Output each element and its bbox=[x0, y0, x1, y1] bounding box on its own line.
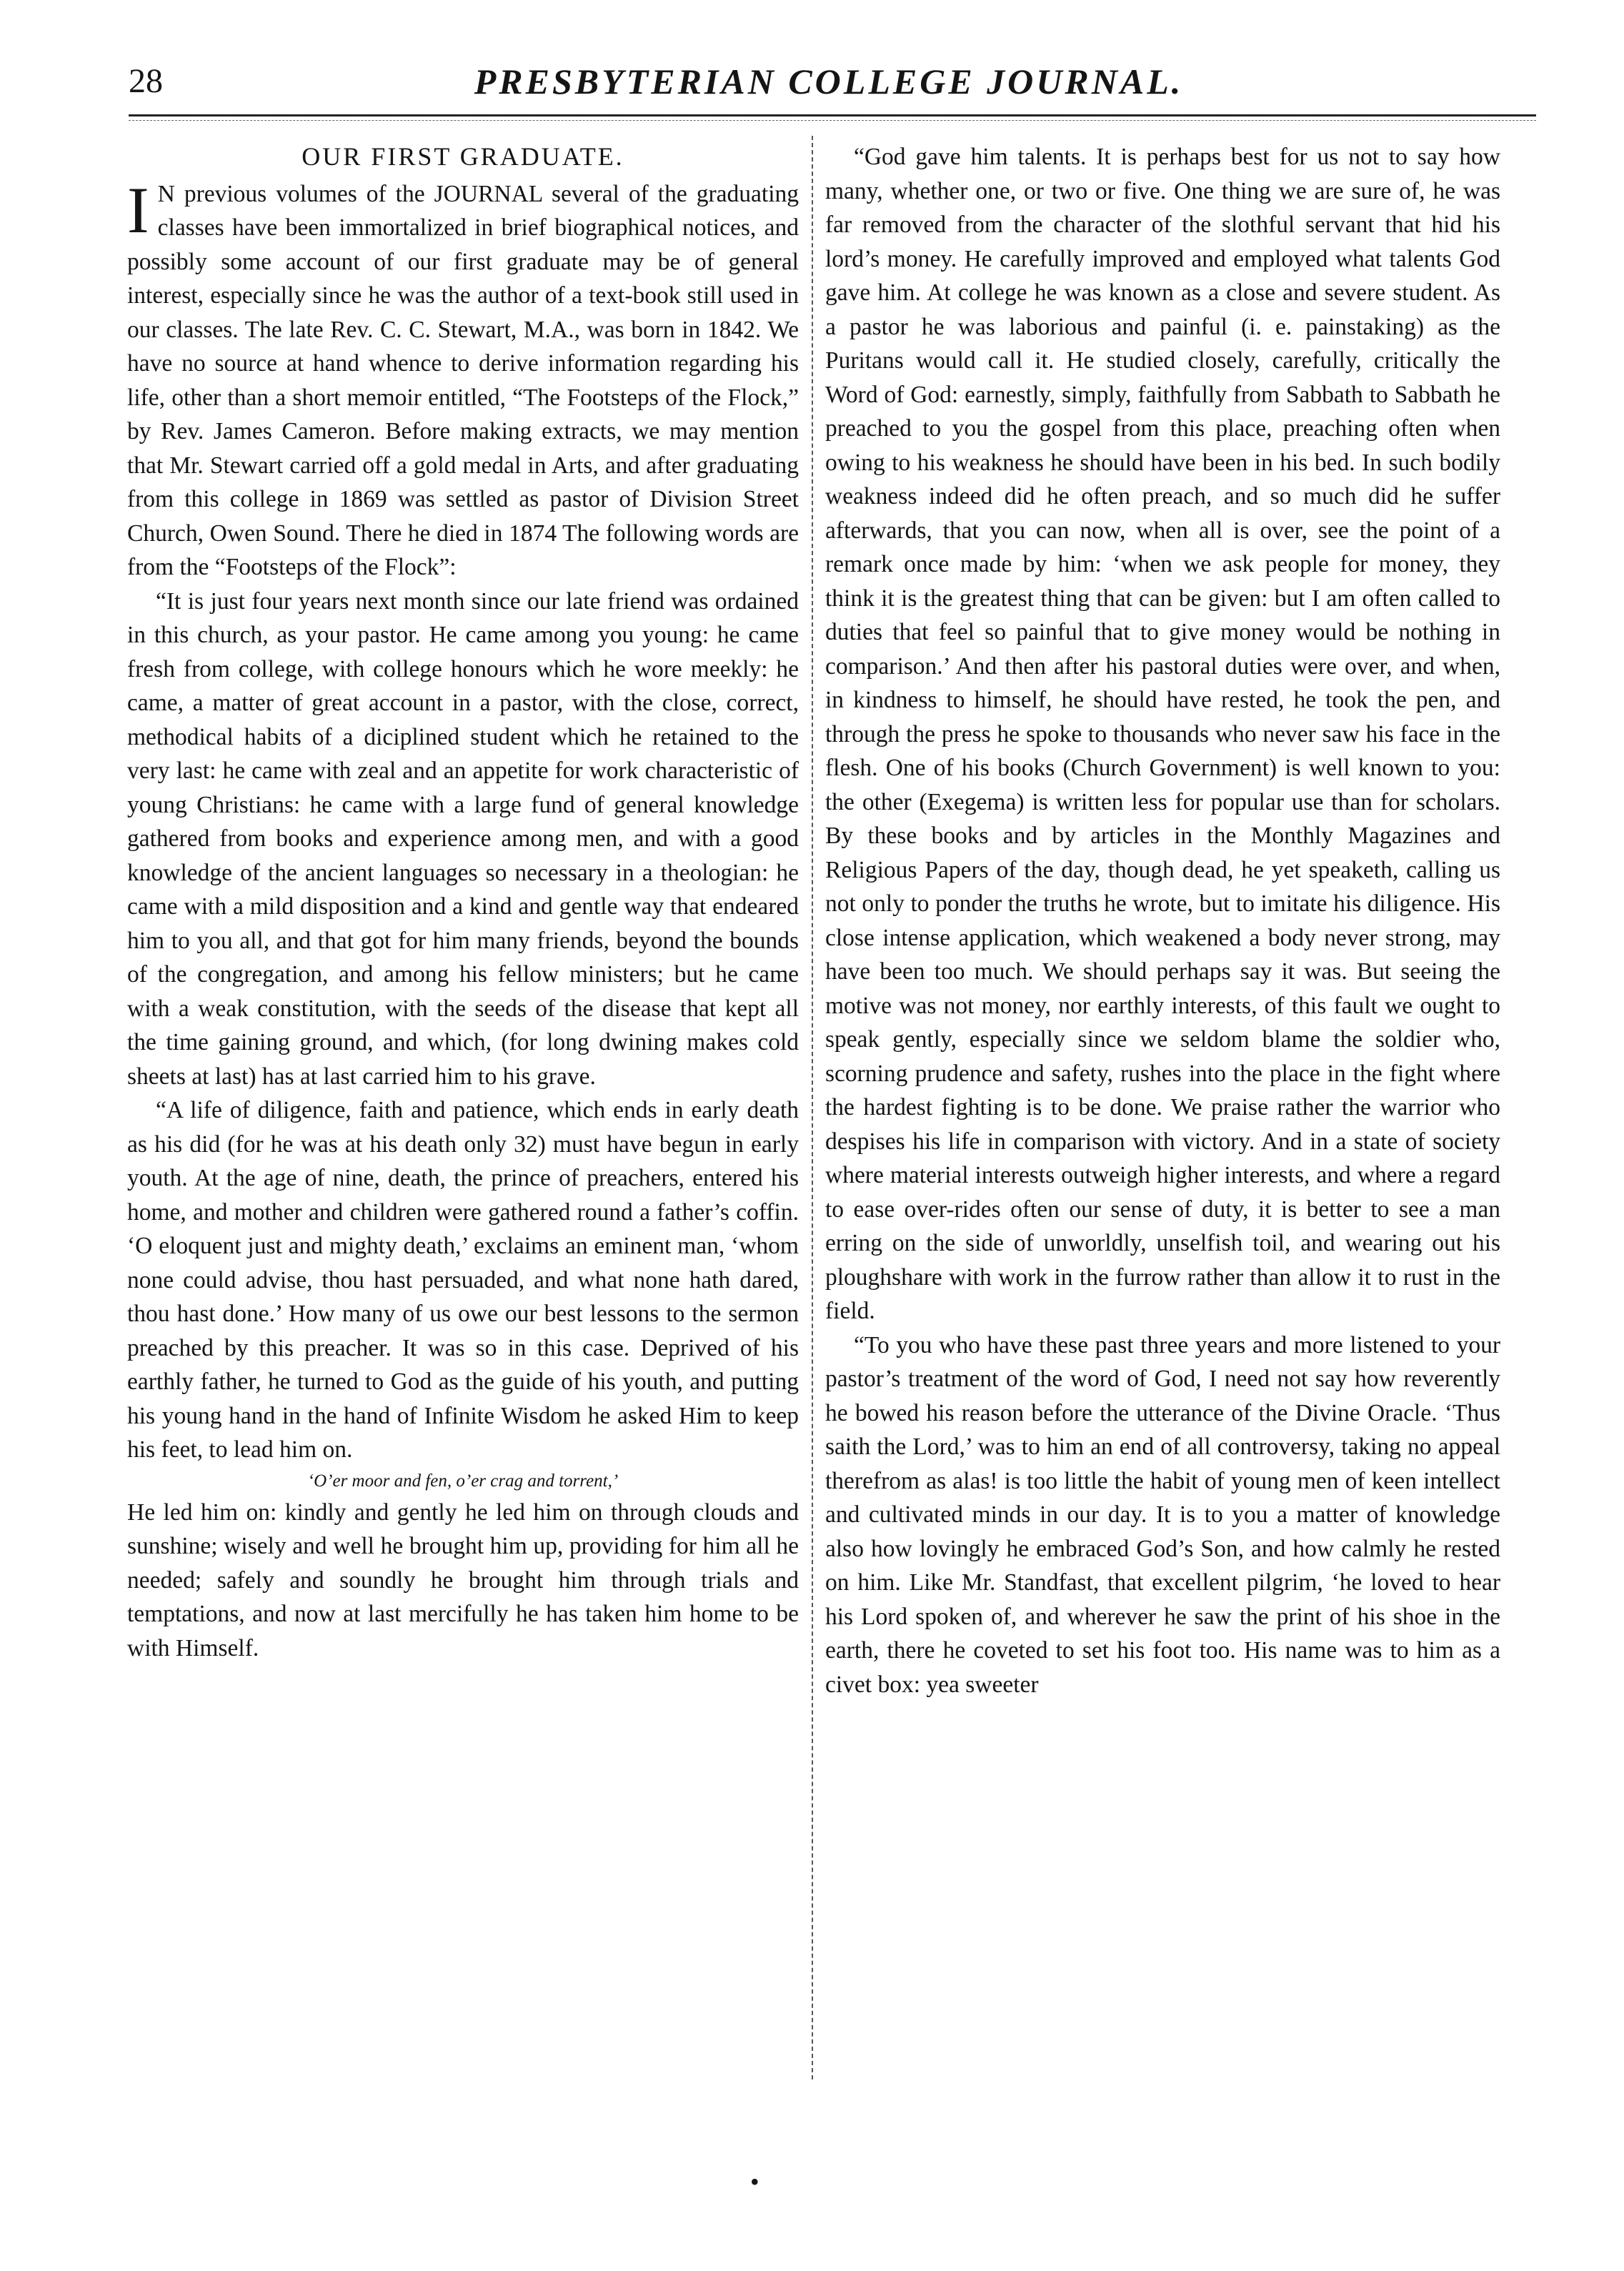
header-rule-secondary bbox=[129, 120, 1536, 121]
closing-paragraph: He led him on: kindly and gently he led him on through clouds and sunshine; wisely and well he brought him up, providing for him all he needed; safely and soundly he brought him through trials and temptations, and now at last mercifully he has taken him home to be with Himself. bbox=[127, 1499, 799, 1661]
quote-paragraph-4: “To you who have these past three years and more listened to your pastor’s treatment of the word of God, I need not say how reverently he bowed his reason before the utterance of the Divine Oracle. ‘Thus saith the Lord,’ was to him an end of all controversy, taking no appeal therefrom as alas! is too little the habit of young men of keen intellect and cultivated minds in our day. It is to you a matter of knowledge also how lovingly he embraced God’s Son, and how calmly he rested on him. Like Mr. Standfast, that excellent pilgrim, ‘he loved to hear his Lord spoken of, and wherever he saw the print of his shoe in the earth, there he coveted to set his foot too. His name was to him as a civet box: yea sweeter bbox=[825, 1331, 1500, 1698]
intro-paragraph bbox=[127, 173, 799, 585]
verse-line: ‘O’er moor and fen, o’er crag and torrent,’ bbox=[307, 1471, 619, 1491]
intro-paragraph-text: N previous volumes of the JOURNAL several of the graduating classes have been immortalized in brief biographical notices, and possibly some account of our first graduate may be of general interest, especially since he was the author of a text-book still used in our classes. The late Rev. C. C. Stewart, M.A., was born in 1842. We have no source at hand whence to derive information regarding his life, other than a short memoir entitled, “The Footsteps of the Flock,” by Rev. James Cameron. Before making extracts, we may mention that Mr. Stewart carried off a gold medal in Arts, and after graduating from this college in 1869 was settled as pastor of Division Street Church, Owen Sound. There he died in 1874 The following words are from the “Footsteps of the Flock”: bbox=[127, 180, 799, 580]
article-title: OUR FIRST GRADUATE. bbox=[302, 142, 624, 171]
right-column bbox=[825, 140, 1500, 1701]
page-number: 28 bbox=[129, 62, 163, 100]
left-column bbox=[127, 140, 799, 1665]
quote-paragraph-1: “It is just four years next month since our late friend was ordained in this church, as your pastor. He came among you young: he came fresh from college, with college honours which he wore meekly: he came, a matter of great account in a pastor, with the close, correct, methodical habits of a diciplined student which he retained to the very last: he came with zeal and an appetite for work characteristic of young Christians: he came with a large fund of general knowledge gathered from books and experience among men, and with a good knowledge of the ancient languages so necessary in a theologian: he came with a mild disposition and a kind and gentle way that endeared him to you all, and that got for him many friends, beyond the bounds of the congregation, and among his fellow ministers; but he came with a weak constitution, with the seeds of the disease that kept all the time gaining ground, and which, (for long dwining makes cold sheets at last) has at last carried him to his grave. bbox=[127, 587, 799, 1090]
page-footer-mark: • bbox=[750, 2167, 759, 2196]
quote-paragraph-3: “God gave him talents. It is perhaps best for us not to say how many, whether one, or two or five. One thing we are sure of, he was far removed from the character of the slothful servant that hid his lord’s money. He carefully improved and employed what talents God gave him. At college he was known as a close and severe student. As a pastor he was laborious and painful (i. e. painstaking) as the Puritans would call it. He studied closely, carefully, critically the Word of God: earnestly, simply, faithfully from Sabbath to Sabbath he preached to you the gospel from this place, preaching often when owing to his weakness he should have been in his bed. In such bodily weakness indeed did he often preach, and so much did he suffer afterwards, that you can now, when all is over, see the point of a remark once made by him: ‘when we ask people for money, they think it is the greatest thing that can be given: but I am often called to duties that feel so painful that to give money would be nothing in comparison.’ And then after his pastoral duties were over, and when, in kindness to himself, he should have rested, he took the pen, and through the press he spoke to thousands who never saw his face in the flesh. One of his books (Church Government) is well known to you: the other (Exegema) is written less for popular use than for scholars. By these books and by articles in the Monthly Magazines and Religious Papers of the day, though dead, he yet speaketh, calling us not only to ponder the truths he wrote, but to imitate his diligence. His close intense application, which weakened a body never strong, may have been too much. We should perhaps say it was. But seeing the motive was not money, nor earthly interests, of this fault we ought to speak gently, especially since we seldom blame the soldier who, scorning prudence and safety, rushes into the place in the fight where the hardest fighting is to be done. We praise rather the warrior who despises his life in comparison with victory. And in a state of society where material interests outweigh higher interests, and where a regard to ease over-rides often our sense of duty, it is better to see a man erring on the side of unworldly, unselfish toil, and wearing out his ploughshare with work in the furrow rather than allow it to rust in the field. bbox=[825, 144, 1500, 1324]
drop-cap: I bbox=[127, 173, 149, 247]
journal-title: PRESBYTERIAN COLLEGE JOURNAL. bbox=[474, 61, 1184, 101]
column-divider bbox=[812, 136, 813, 2079]
quote-paragraph-2: “A life of diligence, faith and patience, which ends in early death as his did (for he was at his death only 32) must have begun in early youth. At the age of nine, death, the prince of preachers, entered his home, and mother and children were gathered round a father’s coffin. ‘O eloquent just and mighty death,’ exclaims an eminent man, ‘whom none could advise, thou hast persuaded, and what none hath dared, thou hast done.’ How many of us owe our best lessons to the sermon preached by this preacher. It was so in this case. Deprived of his earthly father, he turned to God as the guide of his youth, and putting his young hand in the hand of Infinite Wisdom he asked Him to keep his feet, to lead him on. bbox=[127, 1097, 799, 1463]
running-head bbox=[121, 56, 1536, 120]
header-rule bbox=[129, 114, 1536, 116]
